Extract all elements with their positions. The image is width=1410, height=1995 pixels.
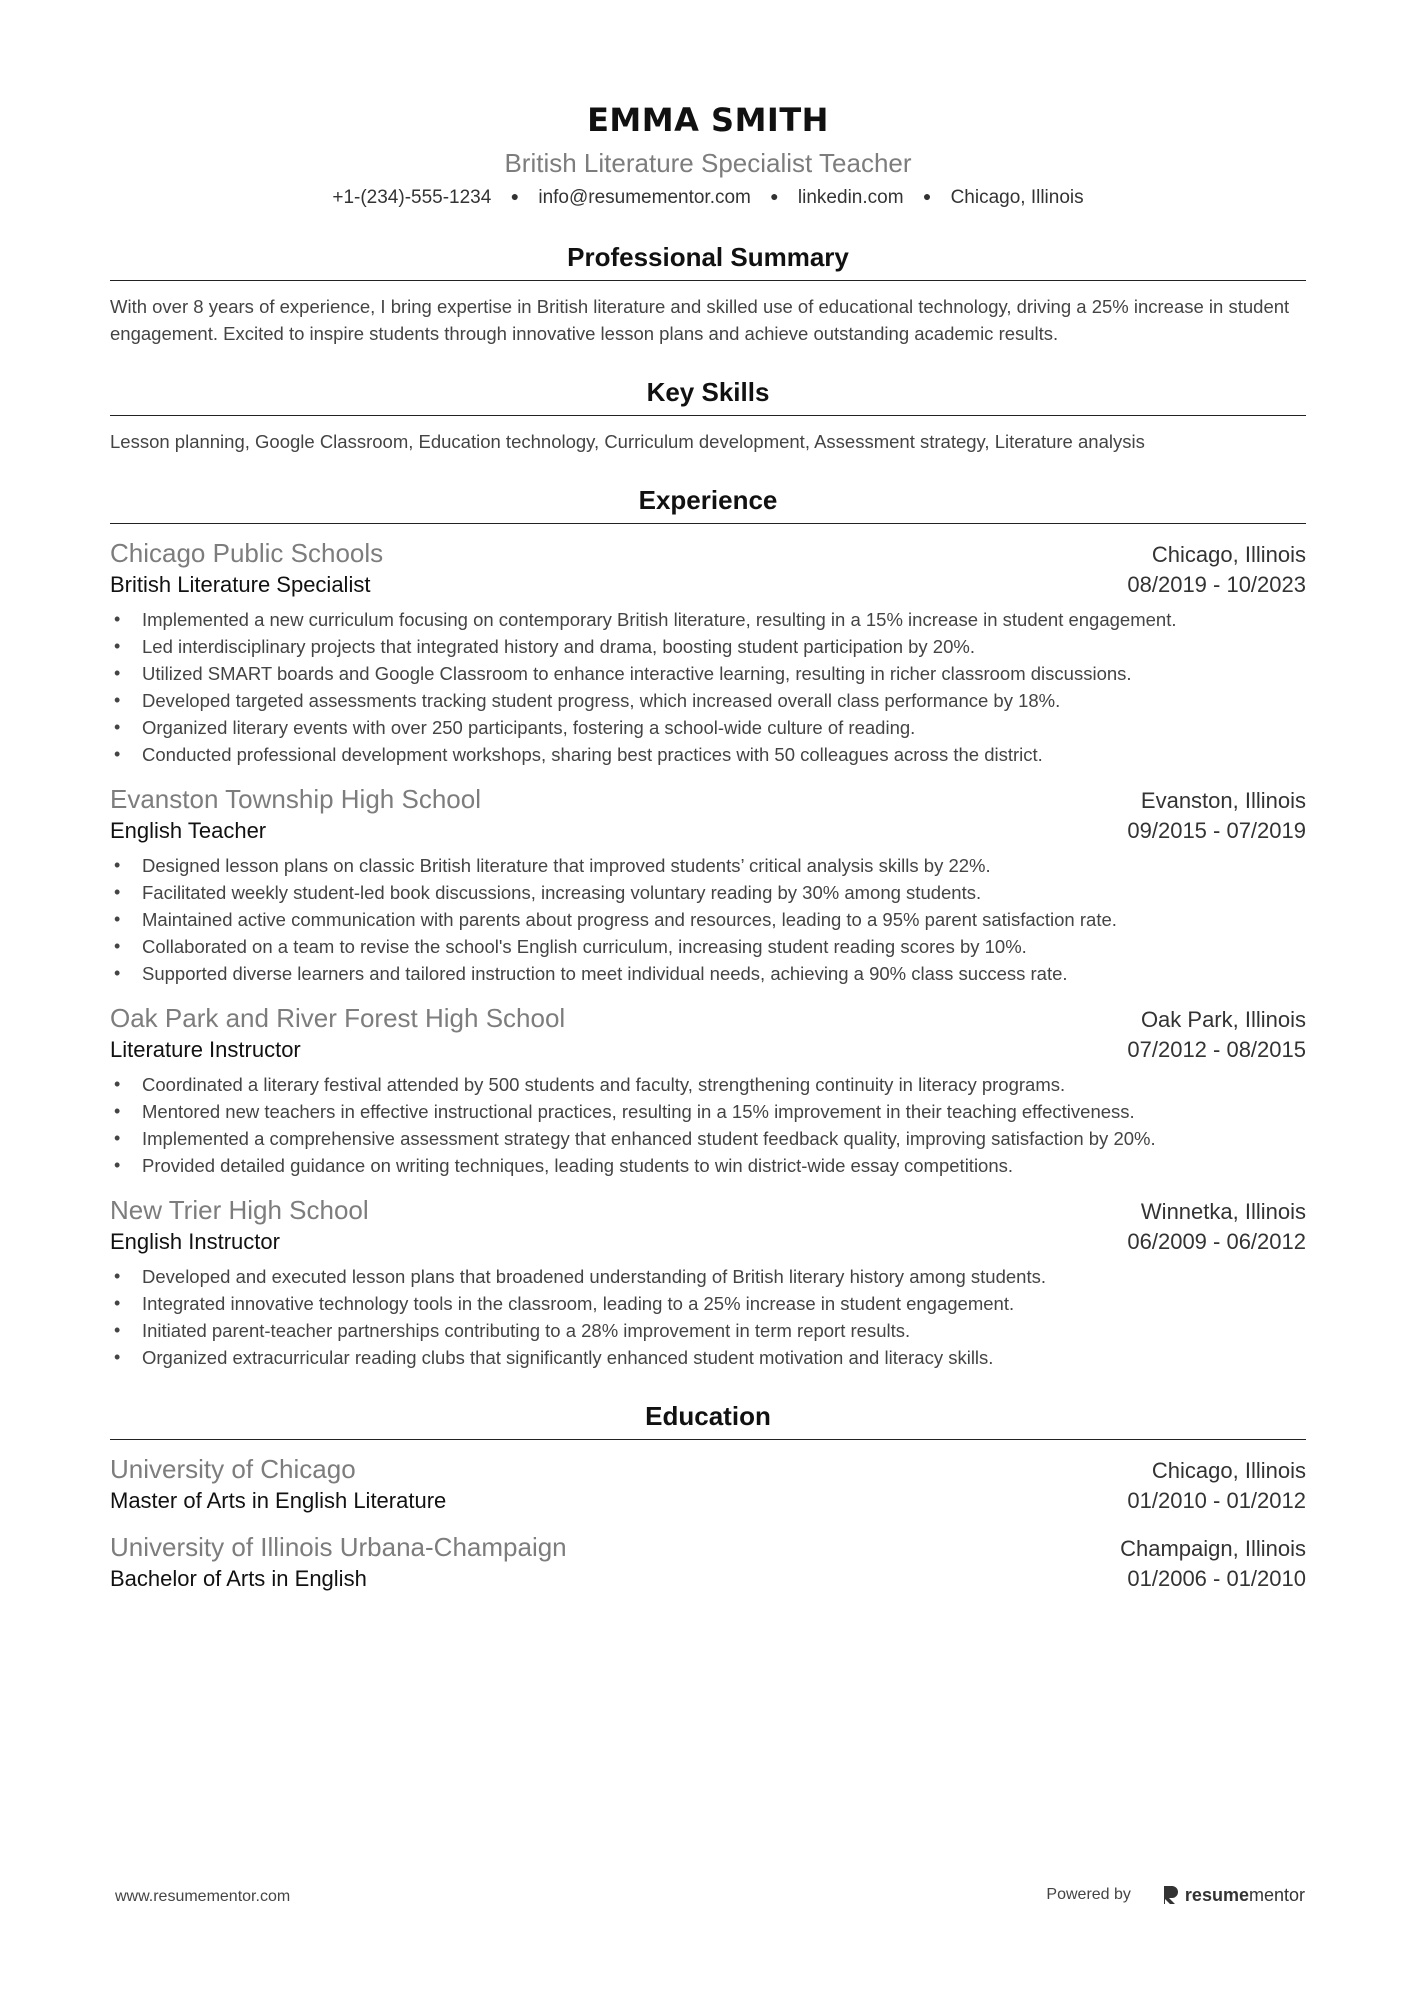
footer-website-link[interactable]: www.resumementor.com	[115, 1888, 291, 1905]
job-dates: 09/2015 - 07/2019	[1127, 818, 1306, 843]
resume-page	[110, 96, 1306, 1594]
job-bullets	[110, 1263, 1306, 1371]
job-entry	[110, 1193, 1306, 1371]
list-item: • Developed and executed lesson plans that broadened understanding of British literary history among students.	[110, 1263, 1306, 1290]
degree-name: Bachelor of Arts in English	[110, 1566, 367, 1591]
contact-phone: +1-(234)-555-1234	[332, 187, 492, 208]
section-heading: Key Skills	[110, 375, 1306, 416]
list-item: • Provided detailed guidance on writing techniques, leading students to win district-wide essay competitions.	[110, 1152, 1306, 1179]
contact-line	[110, 182, 1306, 212]
list-item: • Organized literary events with over 250 participants, fostering a school-wide culture of reading.	[110, 714, 1306, 741]
education-dates: 01/2010 - 01/2012	[1127, 1488, 1306, 1513]
job-bullets	[110, 852, 1306, 987]
section-heading: Experience	[110, 483, 1306, 524]
list-item: • Implemented a new curriculum focusing on contemporary British literature, resulting in a 15% increase in student engagement.	[110, 606, 1306, 633]
education-entry	[110, 1452, 1306, 1516]
job-entry	[110, 782, 1306, 987]
job-organization: Oak Park and River Forest High School	[110, 1003, 566, 1033]
resumementor-logo-icon	[1161, 1884, 1179, 1906]
summary-section	[110, 240, 1306, 347]
list-item: • Designed lesson plans on classic British literature that improved students’ critical analysis skills by 22%.	[110, 852, 1306, 879]
list-item: • Coordinated a literary festival attended by 500 students and faculty, strengthening continuity in literacy programs.	[110, 1071, 1306, 1098]
list-item: • Organized extracurricular reading clubs that significantly enhanced student motivation and literacy skills.	[110, 1344, 1306, 1371]
job-bullets	[110, 606, 1306, 768]
bullet-separator: ●	[770, 188, 779, 204]
list-item: • Facilitated weekly student-led book discussions, increasing voluntary reading by 30% among students.	[110, 879, 1306, 906]
job-dates: 06/2009 - 06/2012	[1127, 1229, 1306, 1254]
list-item: • Developed targeted assessments tracking student progress, which increased overall class performance by 18%.	[110, 687, 1306, 714]
degree-name: Master of Arts in English Literature	[110, 1488, 447, 1513]
brand-wordmark-bold: resume	[1184, 1884, 1249, 1905]
resume-header	[110, 96, 1306, 212]
job-role: English Teacher	[110, 818, 267, 843]
contact-linkedin[interactable]: linkedin.com	[797, 187, 904, 208]
bullet-separator: ●	[510, 188, 520, 204]
job-organization: New Trier High School	[110, 1195, 369, 1225]
job-role: English Instructor	[110, 1229, 280, 1254]
job-location: Winnetka, Illinois	[1140, 1199, 1306, 1224]
job-location: Chicago, Illinois	[1151, 542, 1306, 567]
school-name: University of Chicago	[110, 1454, 356, 1484]
job-location: Oak Park, Illinois	[1140, 1007, 1306, 1032]
list-item: • Initiated parent-teacher partnerships contributing to a 28% improvement in term report results.	[110, 1317, 1306, 1344]
bullet-separator: ●	[922, 188, 932, 204]
list-item: • Mentored new teachers in effective instructional practices, resulting in a 15% improvement in their teaching effectiveness.	[110, 1098, 1306, 1125]
job-location: Evanston, Illinois	[1140, 788, 1306, 813]
job-organization: Chicago Public Schools	[110, 538, 384, 568]
job-role: Literature Instructor	[110, 1037, 301, 1062]
brand-wordmark[interactable]	[1185, 1885, 1305, 1906]
list-item: • Supported diverse learners and tailored instruction to meet individual needs, achieving a 90% class success rate.	[110, 960, 1306, 987]
experience-section	[110, 483, 1306, 1371]
list-item: • Conducted professional development workshops, sharing best practices with 50 colleagues across the district.	[110, 741, 1306, 768]
list-item: • Implemented a comprehensive assessment strategy that enhanced student feedback quality, improving satisfaction by 20%.	[110, 1125, 1306, 1152]
contact-email[interactable]: info@resumementor.com	[538, 187, 751, 208]
list-item: • Collaborated on a team to revise the school's English curriculum, increasing student reading scores by 10%.	[110, 933, 1306, 960]
section-heading: Professional Summary	[110, 240, 1306, 281]
job-role: British Literature Specialist	[110, 572, 371, 597]
page-footer	[115, 1884, 1305, 1914]
school-name: University of Illinois Urbana-Champaign	[110, 1532, 567, 1562]
list-item: • Led interdisciplinary projects that integrated history and drama, boosting student participation by 20%.	[110, 633, 1306, 660]
summary-text: With over 8 years of experience, I bring expertise in British literature and skilled use of educational technology, driving a 25% increase in student engagement. Excited to inspire students through innovative lesson plans and achieve outstanding academic results.	[110, 296, 1290, 344]
job-entry	[110, 1001, 1306, 1179]
job-organization: Evanston Township High School	[110, 784, 481, 814]
education-dates: 01/2006 - 01/2010	[1127, 1566, 1306, 1591]
school-location: Chicago, Illinois	[1151, 1458, 1306, 1483]
job-entry	[110, 536, 1306, 768]
list-item: • Maintained active communication with parents about progress and resources, leading to a 95% parent satisfaction rate.	[110, 906, 1306, 933]
job-dates: 07/2012 - 08/2015	[1127, 1037, 1306, 1062]
list-item: • Integrated innovative technology tools in the classroom, leading to a 25% increase in student engagement.	[110, 1290, 1306, 1317]
education-section	[110, 1399, 1306, 1594]
candidate-name: EMMA SMITH	[587, 101, 829, 139]
footer-branding	[1046, 1884, 1305, 1906]
powered-by-label: Powered by	[1046, 1886, 1131, 1903]
candidate-title: British Literature Specialist Teacher	[504, 148, 912, 178]
skills-text: Lesson planning, Google Classroom, Education technology, Curriculum development, Assessment strategy, Literature analysis	[110, 431, 1145, 452]
job-dates: 08/2019 - 10/2023	[1127, 572, 1306, 597]
job-bullets	[110, 1071, 1306, 1179]
school-location: Champaign, Illinois	[1120, 1536, 1306, 1561]
skills-section	[110, 375, 1306, 455]
list-item: • Utilized SMART boards and Google Classroom to enhance interactive learning, resulting in richer classroom discussions.	[110, 660, 1306, 687]
contact-location: Chicago, Illinois	[950, 187, 1084, 208]
brand-wordmark-light: mentor	[1248, 1884, 1305, 1905]
section-heading: Education	[110, 1399, 1306, 1440]
education-entry	[110, 1530, 1306, 1594]
